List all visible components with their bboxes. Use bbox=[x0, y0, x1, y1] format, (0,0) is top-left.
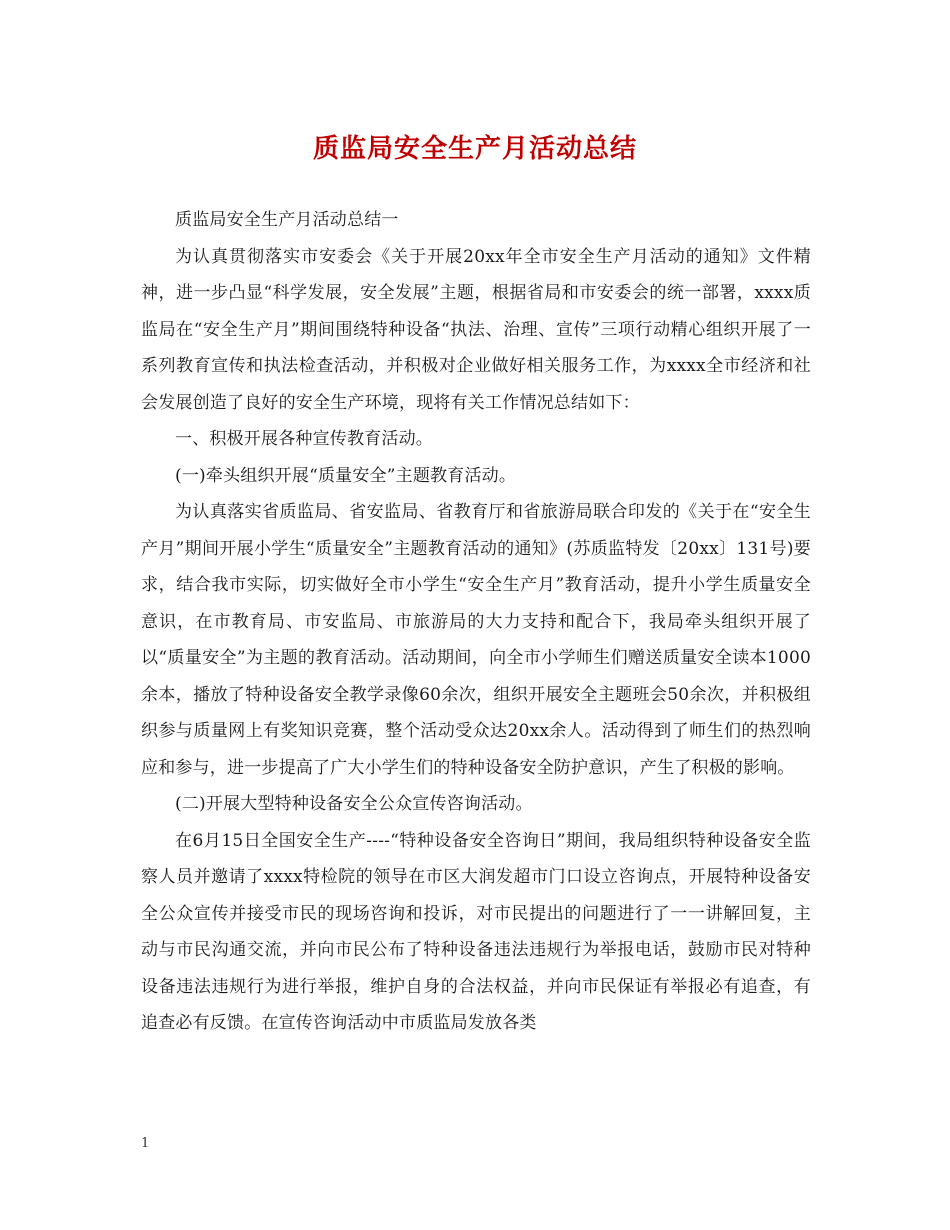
section-heading-1: 一、积极开展各种宣传教育活动。 bbox=[175, 429, 433, 449]
paragraph-education-activity: 为认真落实省质监局、省安监局、省教育厅和省旅游局联合印发的《关于在“安全生产月”期间开展小学生“质量安全”主题教育活动的通知》(苏质监特发〔20xx〕131号)要求，结合我市实际，切实做好全市小学生“安全生产月”教育活动，提升小学生质量安全意识，在市教育局、市安监局、市旅游局的大力支持和配合下，我局牵头组织开展了以“质量安全”为主题的教育活动。活动期间，向全市小学师生们赠送质量安全读本1000余本，播放了特种设备安全教学录像60余次，组织开展安全主题班会50余次，并积极组织参与质量网上有奖知识竞赛，整个活动受众达20xx余人。活动得到了师生们的热烈响应和参与，进一步提高了广大小学生们的特种设备安全防护意识，产生了积极的影响。 bbox=[141, 502, 811, 778]
subsection-heading-2: (二)开展大型特种设备安全公众宣传咨询活动。 bbox=[175, 794, 533, 814]
subsection-heading-1: (一)牵头组织开展“质量安全”主题教育活动。 bbox=[175, 465, 517, 486]
paragraph-intro: 为认真贯彻落实市安委会《关于开展20xx年全市安全生产月活动的通知》文件精神，进一步凸显“科学发展，安全发展”主题，根据省局和市安委会的统一部署，xxxx质监局在“安全生产月”期间围绕特种设备“执法、治理、宣传”三项行动精心组织开展了一系列教育宣传和执法检查活动，并积极对企业做好相关服务工作，为xxxx全市经济和社会发展创造了良好的安全生产环境，现将有关工作情况总结如下： bbox=[141, 246, 811, 413]
paragraph-consultation-activity: 在6月15日全国安全生产----“特种设备安全咨询日”期间，我局组织特种设备安全监察人员并邀请了xxxx特检院的领导在市区大润发超市门口设立咨询点，开展特种设备安全公众宣传并接受市民的现场咨询和投诉，对市民提出的问题进行了一一讲解回复，主动与市民沟通交流，并向市民公布了特种设备违法违规行为举报电话，鼓励市民对特种设备违法违规行为进行举报，维护自身的合法权益，并向市民保证有举报必有追查，有追查必有反馈。在宣传咨询活动中市质监局发放各类 bbox=[141, 830, 811, 1033]
page-number: 1 bbox=[141, 1136, 150, 1151]
document-body bbox=[141, 202, 811, 1042]
paragraph-subtitle: 质监局安全生产月活动总结一 bbox=[175, 210, 399, 230]
document-title: 质监局安全生产月活动总结 bbox=[312, 134, 637, 164]
